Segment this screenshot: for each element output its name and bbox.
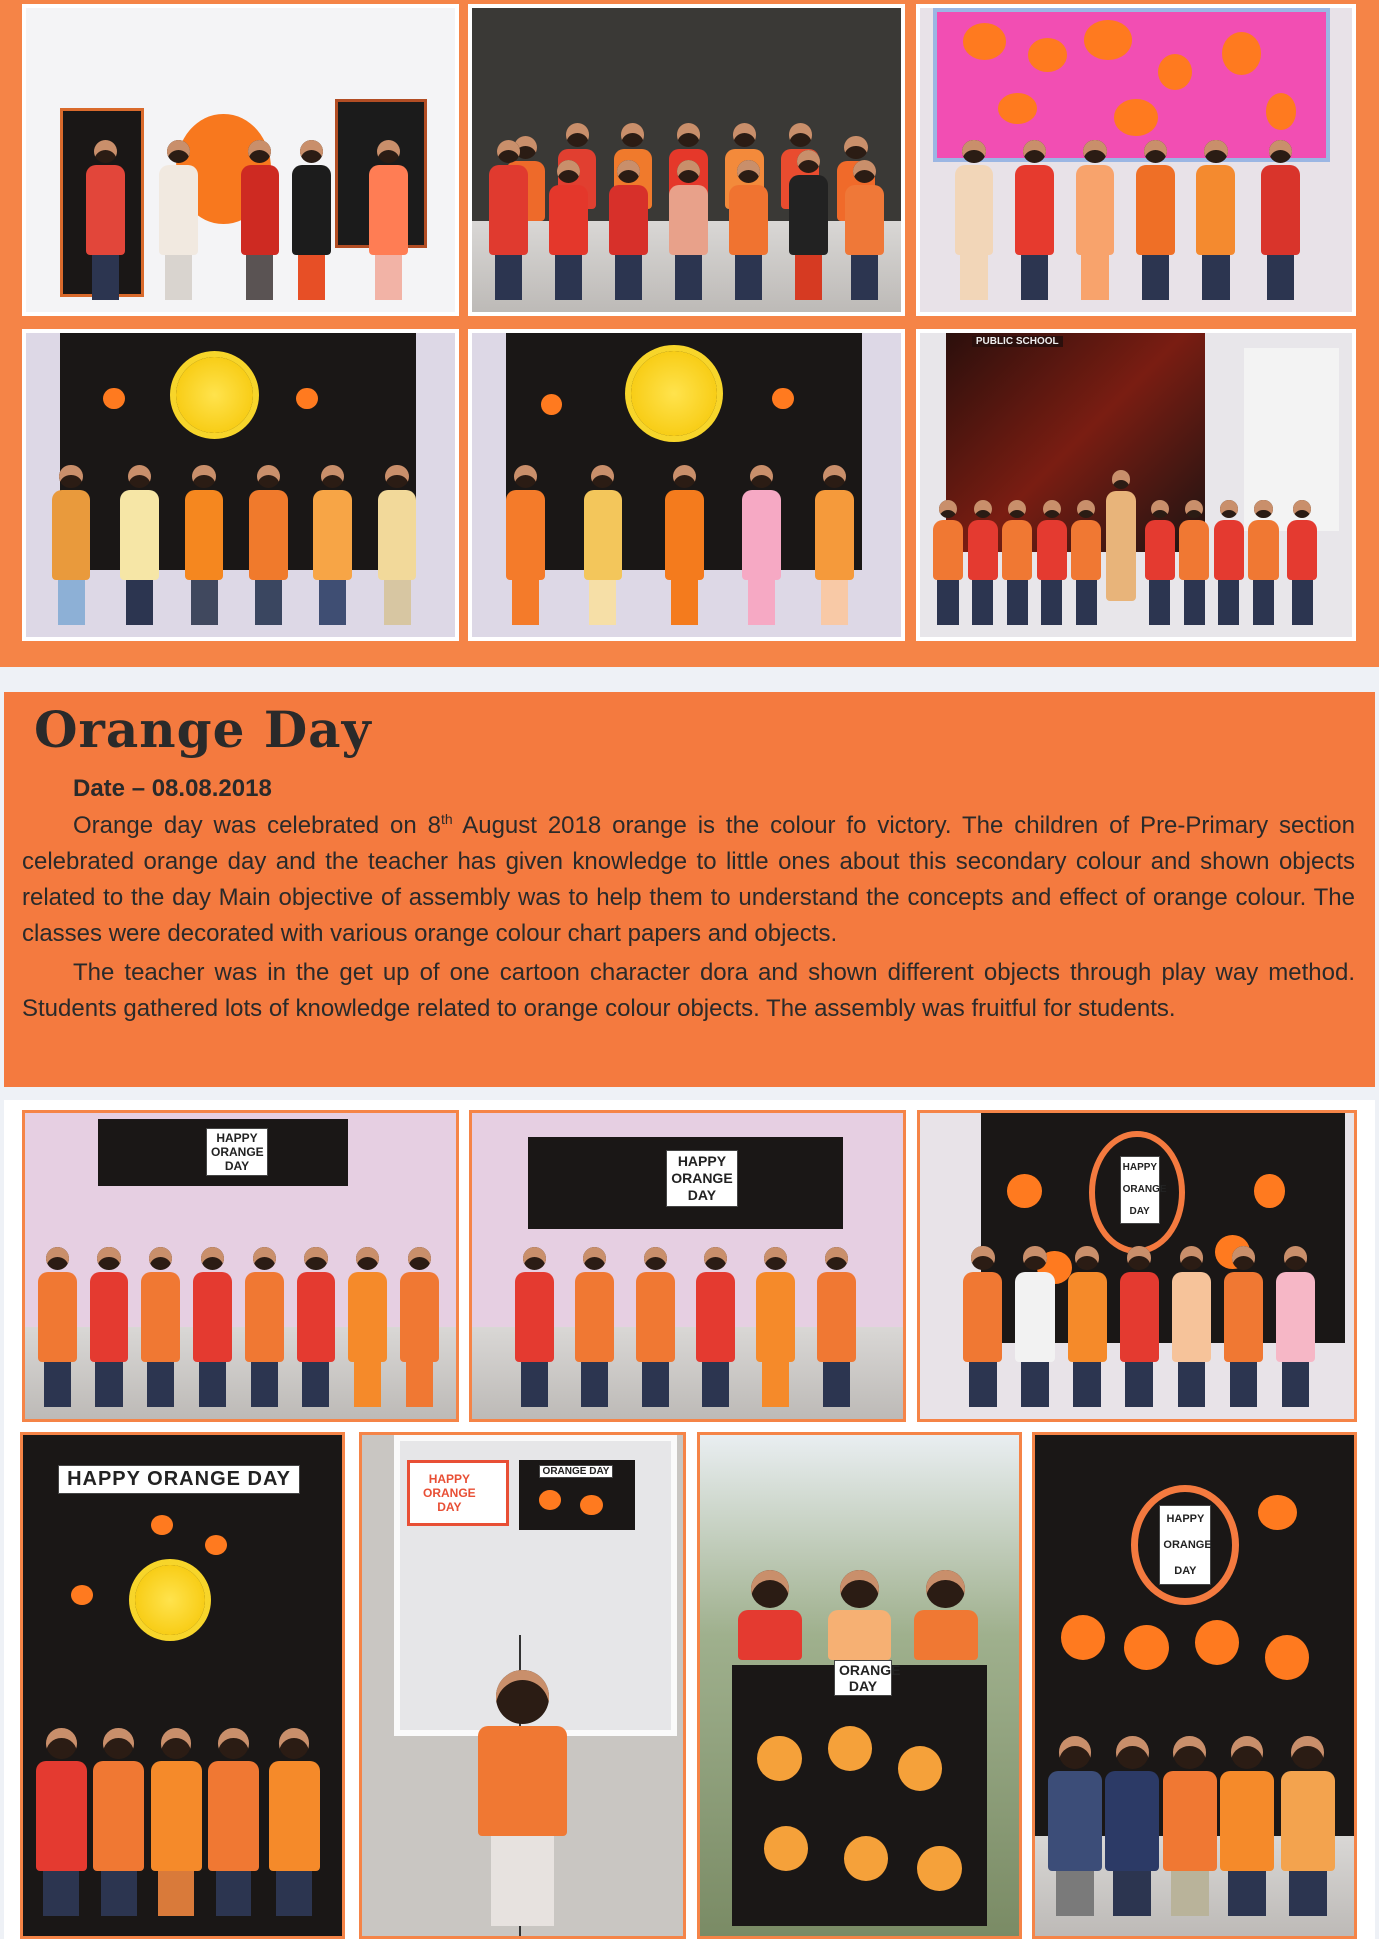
photo-kids-with-pumpkin (22, 4, 459, 316)
photo-boys-happy-orange-day-board (20, 1432, 345, 1939)
photo-girls-sunflower-board (468, 329, 905, 641)
sign-happy: HAPPY (1122, 1161, 1158, 1173)
paragraph-1-rest: August 2018 orange is the colour fo victory. The children of Pre-Primary section celebrated orange day and the teacher has given knowledge to little ones about this secondary colour and shown objects related to the day Main objective of assembly was to help them to understand the concepts and effect of orange colour. The classes were decorated with various orange colour chart papers and objects. (22, 812, 1355, 947)
sign-day: DAY (848, 1678, 878, 1695)
sign-orange: ORANGE (211, 1145, 264, 1160)
photo-kids-oval-board (917, 1110, 1357, 1422)
article-paragraph-1 (22, 808, 1355, 952)
article-paragraph-2: The teacher was in the get up of one cartoon character dora and shown different objects through play way method. Students gathered lots of knowledge related to orange colour objects. The assembly was fruitful for students. (22, 959, 1355, 1022)
sign-orange: ORANGE (838, 1662, 901, 1679)
photo-boys-sunflower-board (22, 329, 459, 641)
sign-happy: HAPPY (1166, 1513, 1205, 1526)
sign-day: DAY (687, 1186, 717, 1203)
photo-girl-at-microphone (359, 1432, 686, 1939)
photo-class-group (468, 4, 905, 316)
orange-day-chart-label (834, 1660, 901, 1696)
happy-orange-day-sign-1 (206, 1128, 268, 1176)
sign-orange: ORANGE (1122, 1183, 1167, 1195)
happy-orange-day-sign-3 (1120, 1156, 1167, 1224)
sign-day: DAY (1129, 1205, 1150, 1217)
happy-orange-day-banner: HAPPY ORANGE DAY (58, 1465, 300, 1494)
paragraph-1-start: Orange day was celebrated on 8 (73, 812, 441, 839)
sign-happy: HAPPY (216, 1131, 258, 1146)
orange-day-label: ORANGE DAY (539, 1465, 614, 1478)
photo-kids-with-paper-fans (469, 1110, 906, 1422)
photo-teacher-with-class (916, 329, 1356, 641)
sign-happy: HAPPY (677, 1152, 727, 1169)
happy-orange-day-poster: HAPPY ORANGE DAY (413, 1470, 485, 1516)
public-school-sign: PUBLIC SCHOOL (972, 336, 1063, 347)
sign-orange: ORANGE (1163, 1539, 1212, 1552)
article-title: Orange Day (34, 700, 372, 759)
top-photo-panel (0, 0, 1379, 667)
sign-day: DAY (1174, 1565, 1197, 1578)
sign-orange: ORANGE (671, 1169, 733, 1186)
bottom-photo-panel (4, 1100, 1375, 1939)
photo-kids-oval-board-2 (1032, 1432, 1357, 1939)
photo-kids-holding-chart (697, 1432, 1022, 1939)
photo-kids-pink-board (916, 4, 1356, 316)
date-ordinal-suffix: th (440, 811, 453, 827)
article-date: Date – 08.08.2018 (73, 775, 272, 802)
photo-kids-raising-flowers (22, 1110, 459, 1422)
sign-day: DAY (224, 1159, 250, 1174)
happy-orange-day-sign-2 (666, 1150, 738, 1207)
happy-orange-day-sign-4 (1159, 1505, 1211, 1585)
